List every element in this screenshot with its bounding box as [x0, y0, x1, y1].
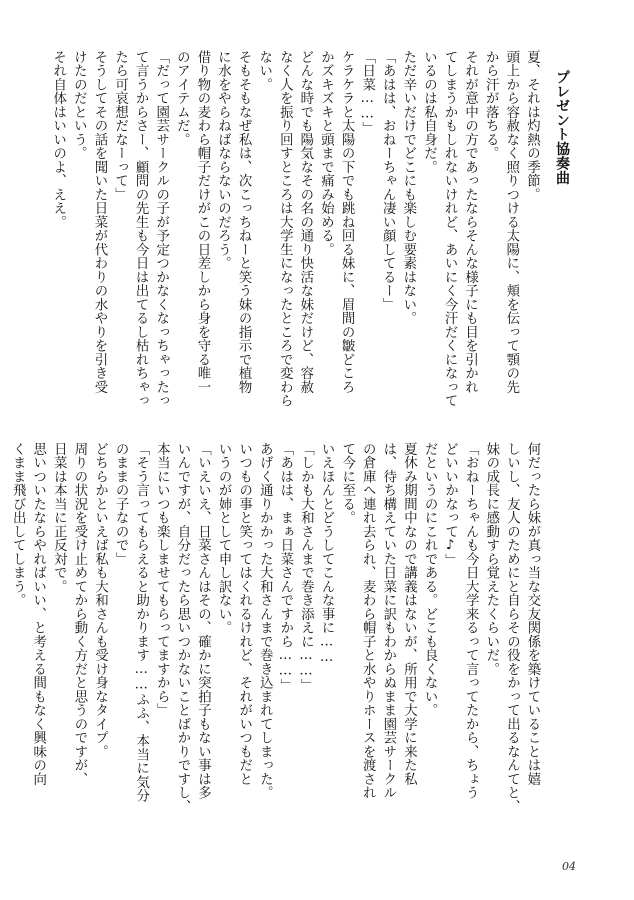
text-line: ない。 — [256, 50, 272, 92]
text-line: 思いついたならやればいい、と考える間もなく興味の向 — [30, 442, 46, 786]
text-line: どいいかなって♪」 — [442, 442, 458, 568]
text-line: 借り物の麦わら帽子だけがこの日差しから身を守る唯一 — [194, 50, 210, 394]
text-line: のままの子なので」 — [113, 442, 129, 566]
lower-text-block — [7, 442, 542, 854]
text-line: 頭上から容赦なく照りつける太陽に、頬を伝って顎の先 — [503, 50, 519, 394]
text-line: て今に至る。 — [339, 442, 355, 525]
text-line: 「日菜……」 — [359, 50, 375, 136]
text-line: から汗が落ちる。 — [483, 50, 499, 160]
text-line: てしまうかもしれないけれど、あいにく今汗だくになって — [442, 50, 458, 408]
text-line: だというのにこれである。どこも良くない。 — [422, 442, 438, 717]
text-line: そもそもなぜ私は、次こっちねーと笑う妹の指示で植物 — [236, 50, 252, 394]
text-line: なく人を振り回すところは大学生になったところで変わら — [277, 50, 293, 408]
text-line: どんな時でも陽気なその名の通り快活な妹だけど、容赦 — [297, 50, 313, 394]
text-line: 「しかも大和さんまで巻き添えに……」 — [298, 442, 314, 693]
text-line: ただ辛いだけでどこにも楽しむ要素はない。 — [400, 50, 416, 325]
text-line: ケラケラと太陽の下でも跳ね回る妹に、眉間の皺どころ — [339, 50, 355, 394]
text-line: 「あはは、おねーちゃん凄い顔してるー」 — [380, 50, 396, 312]
text-line: くまま飛び出してしまう。 — [10, 442, 26, 607]
text-line: の倉庫へ連れ去られ、麦わら帽子と水やりホースを渡され — [360, 442, 376, 800]
upper-text-block — [47, 50, 572, 415]
text-line: は、待ち構えていた日菜に訳もわからぬまま園芸サークル — [380, 442, 396, 800]
text-line: に水をやらねばならないのだろう。 — [215, 50, 231, 270]
text-line: 日菜は本当に正反対で。 — [51, 442, 67, 594]
text-line: いえほんとどうしてこんな事に…… — [319, 442, 335, 666]
text-line: いつもの事と笑ってはくれるけれど、それがいつもだと — [236, 442, 252, 786]
text-line: いるのは私自身だ。 — [421, 50, 437, 174]
text-line: それ自体はいいのよ、ええ。 — [50, 50, 66, 229]
text-line: 夏、それは灼熱の季節。 — [524, 50, 540, 202]
text-line: て言うからさー、顧問の先生も今日は出てるし枯れちゃっ — [133, 50, 149, 408]
text-line: いうのが姉として申し訳ない。 — [216, 442, 232, 635]
text-line: 「いえいえ、日菜さんはその、確かに突拍子もない事は多 — [195, 442, 211, 800]
text-line: かズキズキと頭まで痛み始める。 — [318, 50, 334, 257]
text-line: 「だって園芸サークルの子が予定つかなくなっちゃったっ — [153, 50, 169, 408]
text-line: 「おねーちゃんも今日大学来るって言ってたから、ちょう — [463, 442, 479, 800]
text-line: しいし、友人のためにと自らその役をかって出るなんてと、 — [504, 442, 520, 814]
text-line: それが意中の方であったならそんな様子にも目を引かれ — [462, 50, 478, 394]
text-line: 「あはは、まぁ日菜さんですから……」 — [277, 442, 293, 693]
text-line: 何だったら妹が真っ当な交友関係を築けていることは嬉 — [525, 442, 540, 786]
text-line: 周りの状況を受け止めてから動く方だと思うのですが、 — [71, 442, 87, 786]
text-line: のアイテムだ。 — [174, 50, 190, 147]
chapter-title: プレゼント協奏曲 — [554, 70, 570, 185]
text-line: あげく通りかかった大和さんまで巻き込まれてしまった。 — [257, 442, 273, 800]
text-line: 「そう言ってもらえると助かります……ふふ、本当に気分 — [133, 442, 149, 803]
text-line: 本当にいつも楽しませてもらってますから」 — [154, 442, 170, 717]
text-line: けたのだという。 — [71, 50, 87, 160]
text-line: 妹の成長に感動すら覚えたくらいだ。 — [483, 442, 499, 676]
text-line: 夏休み期間中なので講義はないが、所用で大学に来た私 — [401, 442, 417, 786]
text-line: そうしてその話を聞いた日菜が代わりの水やりを引き受 — [91, 50, 107, 394]
text-line: どちらかといえば私も大和さんも受け身なタイプ。 — [92, 442, 108, 759]
page-number: 04 — [562, 860, 576, 873]
text-line: いんですが、自分だったら思いつかないことばかりですし、 — [174, 442, 190, 814]
text-line: たら可哀想だなーって」 — [112, 50, 128, 202]
